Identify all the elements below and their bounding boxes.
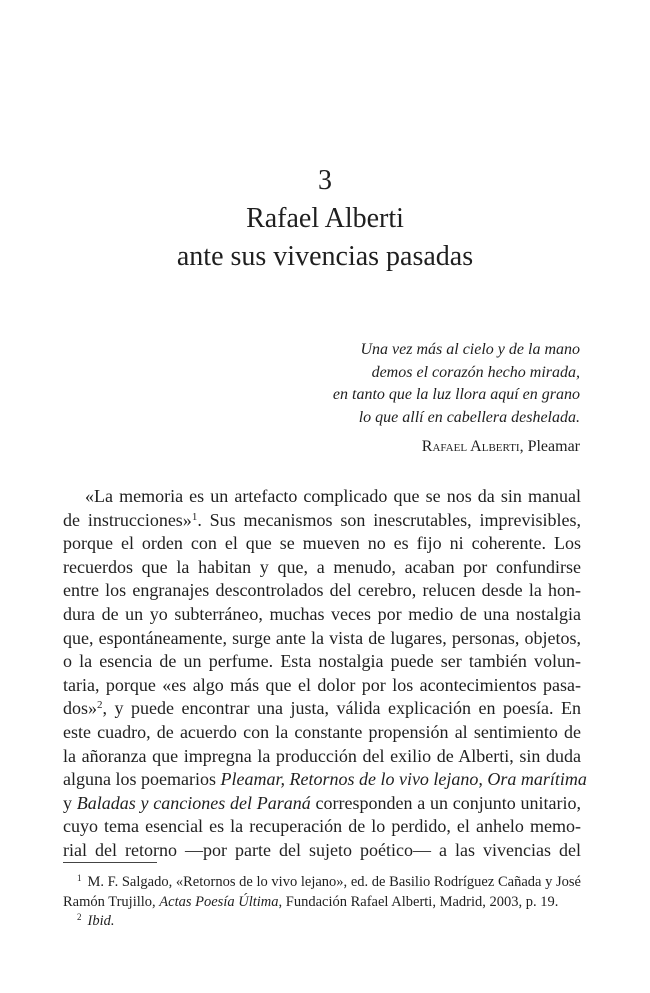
chapter-title-line-2: ante sus vivencias pasadas bbox=[176, 241, 474, 272]
footnote-number: 1 bbox=[77, 873, 82, 883]
footnote-ref[interactable]: 1 bbox=[191, 510, 198, 523]
footnote-divider bbox=[63, 862, 157, 863]
footnote-number: 2 bbox=[77, 912, 82, 923]
footnotes bbox=[63, 873, 581, 932]
body-line: dura de un yo subterráneo, muchas veces por medio de una nostalgia bbox=[63, 603, 581, 624]
body-line: cuyo tema esencial es la recuperación de lo perdido, el anhelo memo- bbox=[63, 816, 581, 837]
body-line: «La memoria es un artefacto complicado que se nos da sin manual bbox=[85, 486, 581, 506]
book-title: Pleamar, Retornos de lo vivo lejano, Ora marítima bbox=[220, 769, 587, 790]
book-title: Actas Poesía Última bbox=[159, 893, 279, 910]
body-line: este cuadro, de acuerdo con la constante propensión al sentimiento de bbox=[63, 721, 581, 742]
chapter-number: 3 bbox=[318, 165, 332, 196]
body-line: rial del retorno —por parte del sujeto poético— a las vivencias del bbox=[63, 839, 581, 860]
book-title: Baladas y canciones del Paraná bbox=[76, 792, 311, 813]
body-line: recuerdos que la habitan y que, a menudo, acaban por confundirse bbox=[63, 556, 581, 577]
chapter-title-line-1: Rafael Alberti bbox=[246, 203, 404, 234]
footnote-ref[interactable]: 2 bbox=[97, 699, 103, 712]
epigraph-attribution: Rafael Alberti, Pleamar bbox=[421, 438, 580, 455]
body-line: alguna los poemarios Pleamar, Retornos de lo vivo lejano, Ora marítima bbox=[63, 769, 587, 790]
epigraph bbox=[333, 339, 580, 429]
epigraph-line: demos el corazón hecho mirada, bbox=[371, 363, 580, 381]
chapter-title bbox=[0, 200, 650, 276]
body-line: taria, porque «es algo más que el dolor por los acontecimientos pasa- bbox=[63, 674, 581, 695]
body-line: de instrucciones»$^1$. Sus mecanismos son inescrutables, imprevisibles, bbox=[63, 509, 581, 530]
body-paragraph bbox=[63, 485, 587, 863]
epigraph-author: Rafael Alberti bbox=[421, 438, 520, 455]
footnote-1-continued: Ramón Trujillo, Actas Poesía Última, Fundación Rafael Alberti, Madrid, 2003, p. 19. bbox=[63, 893, 559, 910]
body-line: dos»$^2$, y puede encontrar una justa, válida explicación en poesía. En bbox=[63, 698, 581, 719]
footnote-1: $^1$ M. F. Salgado, «Retornos de lo vivo lejano», ed. de Basilio Rodríguez Cañada y José bbox=[77, 873, 581, 890]
body-line: entre los engranajes descontrolados del cerebro, relucen desde la hon- bbox=[63, 580, 581, 601]
body-line: y Baladas y canciones del Paraná corresponden a un conjunto unitario, bbox=[63, 792, 581, 813]
body-line: porque el orden con el que se mueven no es fijo ni coherente. Los bbox=[63, 533, 581, 554]
epigraph-line: Una vez más al cielo y de la mano bbox=[360, 341, 580, 358]
body-line: la añoranza que impregna la producción del exilio de Alberti, sin duda bbox=[63, 745, 581, 766]
epigraph-line: lo que allí en cabellera deshelada. bbox=[358, 408, 580, 426]
body-line: o la esencia de un perfume. Esta nostalgia puede ser también volun- bbox=[63, 651, 581, 672]
epigraph-work: Pleamar bbox=[527, 438, 580, 455]
body-line: que, espontáneamente, surge ante la vista de lugares, personas, objetos, bbox=[63, 627, 581, 648]
footnote-2: $^2$ Ibid. bbox=[77, 912, 115, 930]
epigraph-line: en tanto que la luz llora aquí en grano bbox=[332, 386, 580, 404]
